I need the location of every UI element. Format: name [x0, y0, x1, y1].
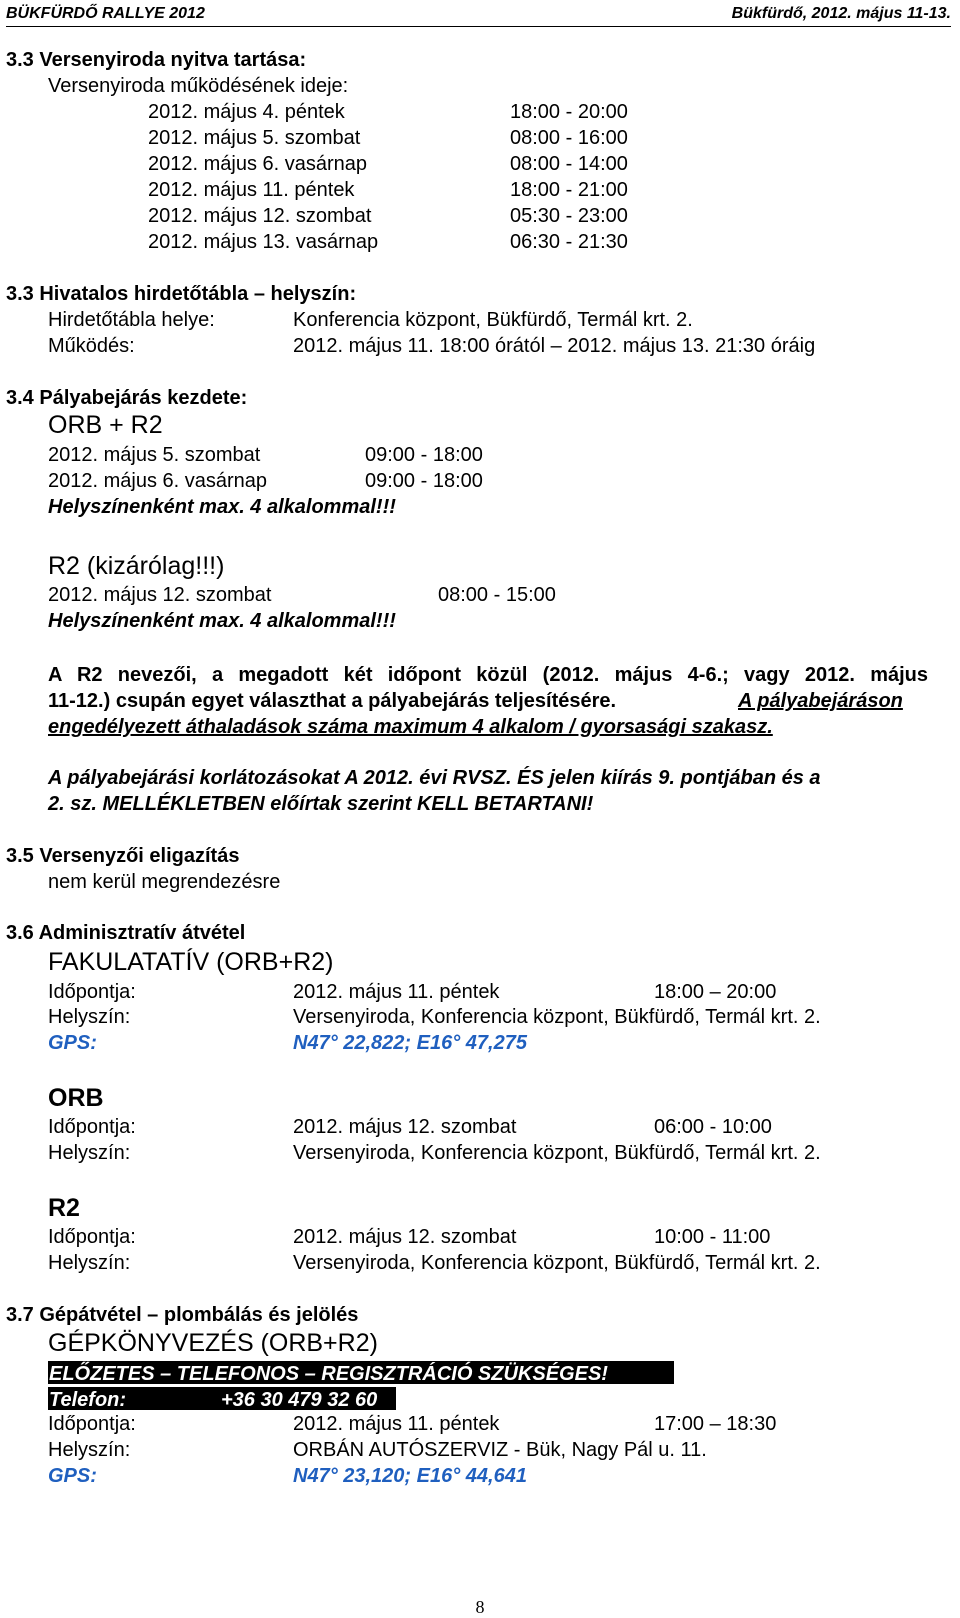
group-title: ORB [48, 1084, 104, 1112]
section-text: nem kerül megrendezésre [48, 871, 281, 893]
date-cell: 2012. május 11. péntek [293, 981, 500, 1003]
field-label: Működés: [48, 335, 135, 357]
gps-value: N47° 22,822; E16° 47,275 [293, 1032, 527, 1054]
time-cell: 06:30 - 21:30 [510, 231, 628, 253]
time-cell: 18:00 - 21:00 [510, 179, 628, 201]
time-cell: 09:00 - 18:00 [365, 470, 483, 492]
field-label: Időpontja: [48, 1116, 136, 1138]
field-label: Időpontja: [48, 1413, 136, 1435]
date-cell: 2012. május 6. vasárnap [48, 470, 268, 492]
gps-value: N47° 23,120; E16° 44,641 [293, 1465, 527, 1487]
time-cell: 08:00 - 14:00 [510, 153, 628, 175]
paragraph-underlined: A pályabejáráson [738, 690, 903, 712]
time-cell: 18:00 - 20:00 [510, 101, 628, 123]
group-title: ORB + R2 [48, 411, 163, 439]
section-heading: 3.7 Gépátvétel – plombálás és jelölés [6, 1304, 359, 1326]
date-cell: 2012. május 11. péntek [148, 179, 355, 201]
phone-number: +36 30 479 32 60 [221, 1389, 378, 1411]
time-cell: 10:00 - 11:00 [654, 1226, 771, 1248]
time-cell: 17:00 – 18:30 [654, 1413, 777, 1435]
date-cell: 2012. május 12. szombat [148, 205, 372, 227]
field-label: Helyszín: [48, 1439, 131, 1461]
paragraph-line: 11-12.) csupán egyet választhat a pályabejárás teljesítésére. [48, 690, 617, 712]
group-title: R2 (kizárólag!!!) [48, 552, 225, 580]
field-label: Helyszín: [48, 1252, 131, 1274]
field-value: 2012. május 11. 18:00 órától – 2012. május 13. 21:30 óráig [293, 335, 816, 357]
field-label: Helyszín: [48, 1142, 131, 1164]
place-value: Versenyiroda, Konferencia központ, Bükfürdő, Termál krt. 2. [293, 1142, 821, 1164]
phone-bar [48, 1387, 396, 1410]
header-date: Bükfürdő, 2012. május 11-13. [731, 5, 951, 22]
group-title: R2 [48, 1194, 80, 1222]
time-cell: 05:30 - 23:00 [510, 205, 628, 227]
notice-text: ELŐZETES – TELEFONOS – REGISZTRÁCIÓ SZÜKSÉGES! [49, 1363, 608, 1385]
field-label: Helyszín: [48, 1006, 131, 1028]
section-heading: 3.3 Hivatalos hirdetőtábla – helyszín: [6, 283, 357, 305]
gps-label: GPS: [48, 1032, 97, 1054]
time-cell: 18:00 – 20:00 [654, 981, 777, 1003]
header-title: BÜKFÜRDŐ RALLYE 2012 [6, 5, 205, 22]
date-cell: 2012. május 5. szombat [148, 127, 361, 149]
date-cell: 2012. május 5. szombat [48, 444, 261, 466]
time-cell: 08:00 - 15:00 [438, 584, 556, 606]
time-cell: 09:00 - 18:00 [365, 444, 483, 466]
section-heading: 3.4 Pályabejárás kezdete: [6, 387, 248, 409]
date-cell: 2012. május 12. szombat [293, 1226, 517, 1248]
page-header [6, 4, 951, 27]
place-value: Versenyiroda, Konferencia központ, Bükfürdő, Termál krt. 2. [293, 1006, 821, 1028]
field-label: Időpontja: [48, 981, 136, 1003]
date-cell: 2012. május 4. péntek [148, 101, 345, 123]
paragraph-line: A R2 nevezői, a megadott két időpont közül (2012. május 4-6.; vagy 2012. május [48, 664, 928, 686]
date-cell: 2012. május 12. szombat [48, 584, 272, 606]
section-heading: 3.3 Versenyiroda nyitva tartása: [6, 49, 307, 71]
phone-label: Telefon: [49, 1389, 127, 1411]
time-cell: 06:00 - 10:00 [654, 1116, 772, 1138]
subtitle: Versenyiroda működésének ideje: [48, 75, 349, 97]
group-title: GÉPKÖNYVEZÉS (ORB+R2) [48, 1329, 378, 1357]
gps-label: GPS: [48, 1465, 97, 1487]
paragraph-line: 2. sz. MELLÉKLETBEN előírtak szerint KELL BETARTANI! [48, 793, 594, 815]
time-cell: 08:00 - 16:00 [510, 127, 628, 149]
field-label: Hirdetőtábla helye: [48, 309, 215, 331]
date-cell: 2012. május 12. szombat [293, 1116, 517, 1138]
field-label: Időpontja: [48, 1226, 136, 1248]
place-value: Versenyiroda, Konferencia központ, Bükfürdő, Termál krt. 2. [293, 1252, 821, 1274]
paragraph-underlined: engedélyezett áthaladások száma maximum 4 alkalom / gyorsasági szakasz. [48, 716, 773, 738]
date-cell: 2012. május 11. péntek [293, 1413, 500, 1435]
limit-note: Helyszínenként max. 4 alkalommal!!! [48, 610, 396, 632]
group-title: FAKULATATÍV (ORB+R2) [48, 948, 334, 976]
date-cell: 2012. május 6. vasárnap [148, 153, 368, 175]
paragraph-line: A pályabejárási korlátozásokat A 2012. évi RVSZ. ÉS jelen kiírás 9. pontjában és a [48, 767, 821, 789]
section-heading: 3.5 Versenyzői eligazítás [6, 845, 240, 867]
field-value: Konferencia központ, Bükfürdő, Termál krt. 2. [293, 309, 693, 331]
place-value: ORBÁN AUTÓSZERVIZ - Bük, Nagy Pál u. 11. [293, 1439, 707, 1461]
registration-notice [48, 1361, 674, 1384]
date-cell: 2012. május 13. vasárnap [148, 231, 379, 253]
section-heading: 3.6 Adminisztratív átvétel [6, 922, 246, 944]
page-number: 8 [475, 1597, 485, 1617]
limit-note: Helyszínenként max. 4 alkalommal!!! [48, 496, 396, 518]
